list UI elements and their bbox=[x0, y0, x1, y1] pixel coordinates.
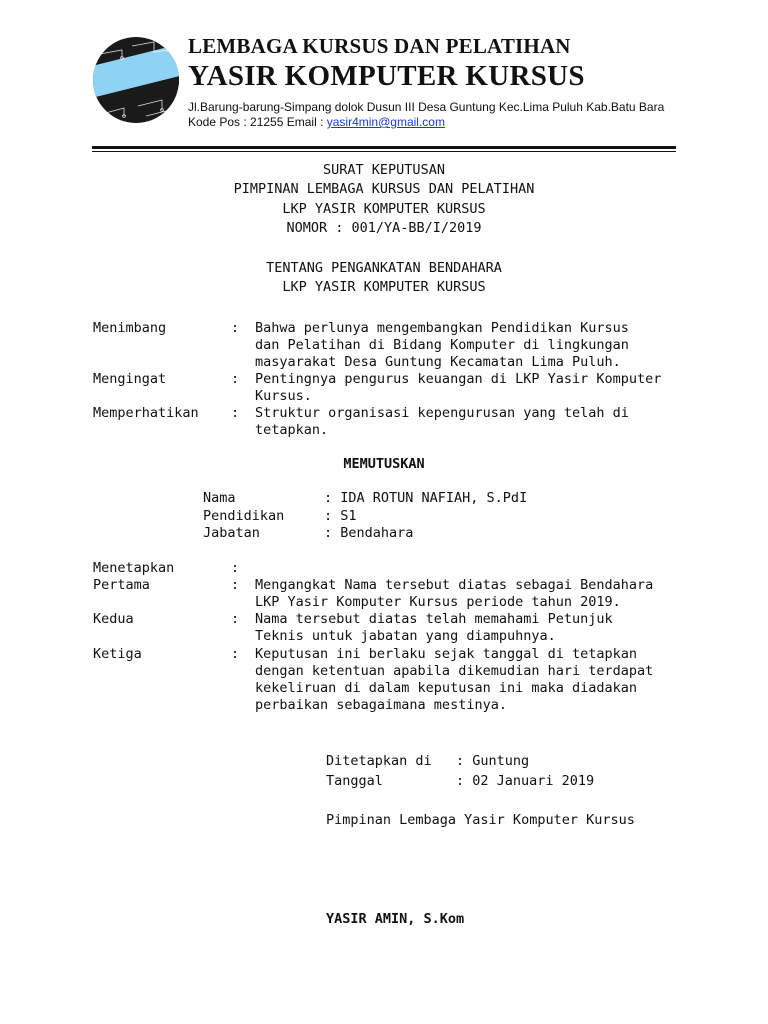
text-line: tetapkan. bbox=[255, 422, 329, 438]
decision-colon: : bbox=[231, 560, 240, 576]
decision-label: Kedua bbox=[93, 611, 134, 627]
text-line: dan Pelatihan di Bidang Komputer di lingkungan bbox=[255, 337, 629, 353]
consideration-text bbox=[255, 371, 674, 405]
issued-date-label: Tanggal bbox=[326, 773, 383, 789]
letterhead-divider-thin bbox=[92, 151, 676, 152]
decision-text bbox=[255, 646, 674, 714]
title-line-2: PIMPINAN LEMBAGA KURSUS DAN PELATIHAN bbox=[233, 181, 535, 197]
title-line-1: SURAT KEPUTUSAN bbox=[323, 162, 445, 178]
person-label: Nama bbox=[203, 490, 236, 506]
decision-label: Ketiga bbox=[93, 646, 142, 662]
text-line: Pentingnya pengurus keuangan di LKP Yasir Komputer bbox=[255, 371, 662, 387]
signer-title: Pimpinan Lembaga Yasir Komputer Kursus bbox=[326, 812, 635, 828]
text-line: Kursus. bbox=[255, 388, 312, 404]
text-line: Mengangkat Nama tersebut diatas sebagai Bendahara bbox=[255, 577, 654, 593]
text-line: Teknis untuk jabatan yang diampuhnya. bbox=[255, 628, 556, 644]
consideration-text bbox=[255, 405, 674, 439]
consideration-colon: : bbox=[231, 320, 240, 336]
text-line: Bahwa perlunya mengembangkan Pendidikan Kursus bbox=[255, 320, 629, 336]
text-line: Struktur organisasi kepengurusan yang telah di bbox=[255, 405, 629, 421]
subject-line-2: LKP YASIR KOMPUTER KURSUS bbox=[282, 279, 486, 295]
text-line: perbaikan sebagaimana mestinya. bbox=[255, 697, 507, 713]
text-line: Keputusan ini berlaku sejak tanggal di tetapkan bbox=[255, 646, 638, 662]
text-line: LKP Yasir Komputer Kursus periode tahun 2019. bbox=[255, 594, 621, 610]
consideration-label: Menimbang bbox=[93, 320, 167, 336]
consideration-colon: : bbox=[231, 371, 240, 387]
issued-place-value: : Guntung bbox=[456, 753, 530, 769]
title-line-3: LKP YASIR KOMPUTER KURSUS bbox=[282, 201, 486, 217]
institution-logo bbox=[92, 36, 180, 124]
decree-number: NOMOR : 001/YA-BB/I/2019 bbox=[286, 220, 482, 236]
signer-name: YASIR AMIN, S.Kom bbox=[326, 911, 465, 927]
decision-text bbox=[255, 611, 674, 645]
decision-label: Pertama bbox=[93, 577, 150, 593]
letterhead-institution-name: YASIR KOMPUTER KURSUS bbox=[188, 60, 585, 92]
subject-line-1: TENTANG PENGANKATAN BENDAHARA bbox=[266, 260, 502, 276]
postal-code-text: Kode Pos : 21255 Email : bbox=[188, 115, 327, 129]
decision-heading: MEMUTUSKAN bbox=[343, 456, 425, 472]
consideration-label: Mengingat bbox=[93, 371, 167, 387]
decision-colon: : bbox=[231, 646, 240, 662]
consideration-text bbox=[255, 320, 674, 371]
person-label: Jabatan bbox=[203, 525, 260, 541]
consideration-colon: : bbox=[231, 405, 240, 421]
decision-text bbox=[255, 577, 674, 611]
email-link[interactable]: yasir4min@gmail.com bbox=[326, 115, 445, 129]
consideration-label: Memperhatikan bbox=[93, 405, 199, 421]
issued-place-label: Ditetapkan di bbox=[326, 753, 432, 769]
person-value: : Bendahara bbox=[324, 525, 414, 541]
text-line: kekeliruan di dalam keputusan ini maka diadakan bbox=[255, 680, 638, 696]
decision-colon: : bbox=[231, 611, 240, 627]
issued-date-value: : 02 Januari 2019 bbox=[456, 773, 595, 789]
letterhead-address: Jl.Barung-barung-Simpang dolok Dusun III Desa Guntung Kec.Lima Puluh Kab.Batu Bara bbox=[188, 100, 665, 114]
person-label: Pendidikan bbox=[203, 508, 285, 524]
text-line: masyarakat Desa Guntung Kecamatan Lima Puluh. bbox=[255, 354, 621, 370]
decision-label: Menetapkan bbox=[93, 560, 175, 576]
letterhead-divider-thick bbox=[92, 146, 676, 149]
letterhead-institution-type: LEMBAGA KURSUS DAN PELATIHAN bbox=[188, 34, 571, 58]
decision-colon: : bbox=[231, 577, 240, 593]
text-line: dengan ketentuan apabila dikemudian hari terdapat bbox=[255, 663, 654, 679]
letterhead-contact bbox=[188, 115, 445, 129]
text-line: Nama tersebut diatas telah memahami Petunjuk bbox=[255, 611, 613, 627]
person-value: : S1 bbox=[324, 508, 357, 524]
person-value: : IDA ROTUN NAFIAH, S.PdI bbox=[324, 490, 528, 506]
